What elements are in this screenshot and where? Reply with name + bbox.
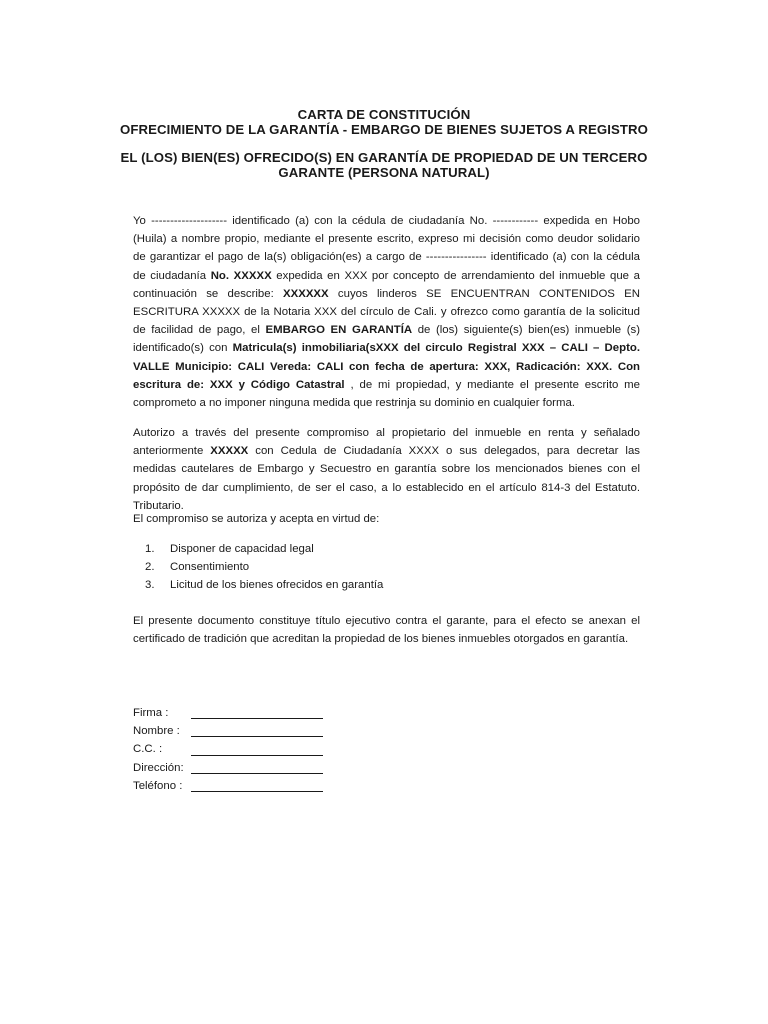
list-item bbox=[145, 540, 383, 558]
firma-label: Firma : bbox=[133, 706, 169, 719]
list-item-number: 3. bbox=[145, 579, 155, 592]
authorization-text-2: con Cedula de Ciudadanía XXXX o sus delegados, para decretar las medidas cautelares de Embargo y Secuestro en garantía sobre los mencionados bienes con el propósito de dar cumplimiento, de ser el caso, a lo establecido en el artículo 814-3 del Estatuto. Tributario. bbox=[133, 445, 640, 512]
title-line-4: GARANTE (PERSONA NATURAL) bbox=[278, 165, 490, 180]
declaration-text-2: expedida en XXX por concepto de arrendamiento del inmueble que a continuación se describe: bbox=[133, 269, 640, 300]
declaration-bold-4: Matricula(s) inmobiliaria(sXXX del circulo Registral XXX – CALI – Depto. VALLE Municipio: CALI Vereda: CALI con fecha de apertura: XXX, Radicación: XXX. Con escritura de: XXX y Código Catastral bbox=[133, 342, 640, 391]
list-item-text: Disponer de capacidad legal bbox=[170, 543, 314, 555]
paragraph-commitment: El compromiso se autoriza y acepta en virtud de: bbox=[133, 513, 380, 525]
document-title bbox=[100, 107, 668, 180]
firma-line bbox=[191, 705, 323, 719]
authorization-text-1: Autorizo a través del presente compromiso al propietario del inmueble en renta y señalado anteriormente bbox=[133, 427, 640, 458]
title-line-2: OFRECIMIENTO DE LA GARANTÍA - EMBARGO DE BIENES SUJETOS A REGISTRO bbox=[119, 122, 649, 137]
list-item-text: Consentimiento bbox=[170, 561, 250, 574]
nombre-line bbox=[191, 723, 323, 737]
declaration-text-1: Yo -------------------- identificado (a) con la cédula de ciudadanía No. ------------ expedida en Hobo (Huila) a nombre propio, mediante el presente escrito, expreso mi decisión como deudor solidario de garantizar el pago de la(s) obligación(es) a cargo de ---------------- identificado (a) con la cédula de ciudadanía bbox=[133, 215, 640, 282]
declaration-text-5: , de mi propiedad, y mediante el presente escrito me comprometo a no imponer ninguna medida que restrinja su dominio en cualquier forma. bbox=[133, 378, 641, 410]
direccion-line bbox=[191, 760, 323, 774]
telefono-line bbox=[191, 778, 323, 792]
list-item-number: 2. bbox=[145, 561, 155, 574]
paragraph-executive-title: El presente documento constituye título ejecutivo contra el garante, para el efecto se anexan el certificado de tradición que acreditan la propiedad de los bienes inmuebles otorgados en garantía. bbox=[133, 615, 640, 646]
declaration-text-3: cuyos linderos SE ENCUENTRAN CONTENIDOS EN ESCRITURA XXXXX de la Notaria XXX del círculo de Cali. y ofrezco como garantía de la solicitud de facilidad de pago, el bbox=[133, 287, 640, 337]
cc-label: C.C. : bbox=[133, 743, 163, 756]
paragraph-declaration bbox=[133, 212, 640, 412]
cc-line bbox=[191, 742, 323, 756]
signature-row-nombre bbox=[133, 722, 323, 740]
list-item-text: Licitud de los bienes ofrecidos en garantía bbox=[170, 579, 384, 592]
title-line-3: EL (LOS) BIEN(ES) OFRECIDO(S) EN GARANTÍA DE PROPIEDAD DE UN TERCERO bbox=[120, 150, 648, 165]
conditions-list bbox=[145, 540, 383, 595]
signature-row-firma bbox=[133, 704, 323, 722]
signature-block bbox=[133, 704, 323, 795]
list-item bbox=[145, 576, 383, 594]
signature-row-cc bbox=[133, 740, 323, 758]
signature-row-direccion bbox=[133, 759, 323, 777]
authorization-bold-1: XXXXX bbox=[210, 445, 249, 458]
signature-row-telefono bbox=[133, 777, 323, 795]
title-line-1: CARTA DE CONSTITUCIÓN bbox=[297, 107, 471, 122]
declaration-text-4: de (los) siguiente(s) bien(es) inmueble (s) identificado(s) con bbox=[133, 324, 641, 355]
list-item bbox=[145, 558, 383, 576]
telefono-label: Teléfono : bbox=[133, 779, 183, 792]
nombre-label: Nombre : bbox=[133, 725, 180, 738]
declaration-bold-1: No. XXXXX bbox=[210, 269, 272, 282]
direccion-label: Dirección: bbox=[133, 761, 184, 774]
declaration-bold-3: EMBARGO EN GARANTÍA bbox=[265, 324, 413, 337]
declaration-bold-2: XXXXXX bbox=[283, 287, 329, 300]
list-item-number: 1. bbox=[145, 543, 155, 555]
paragraph-authorization bbox=[133, 424, 640, 515]
